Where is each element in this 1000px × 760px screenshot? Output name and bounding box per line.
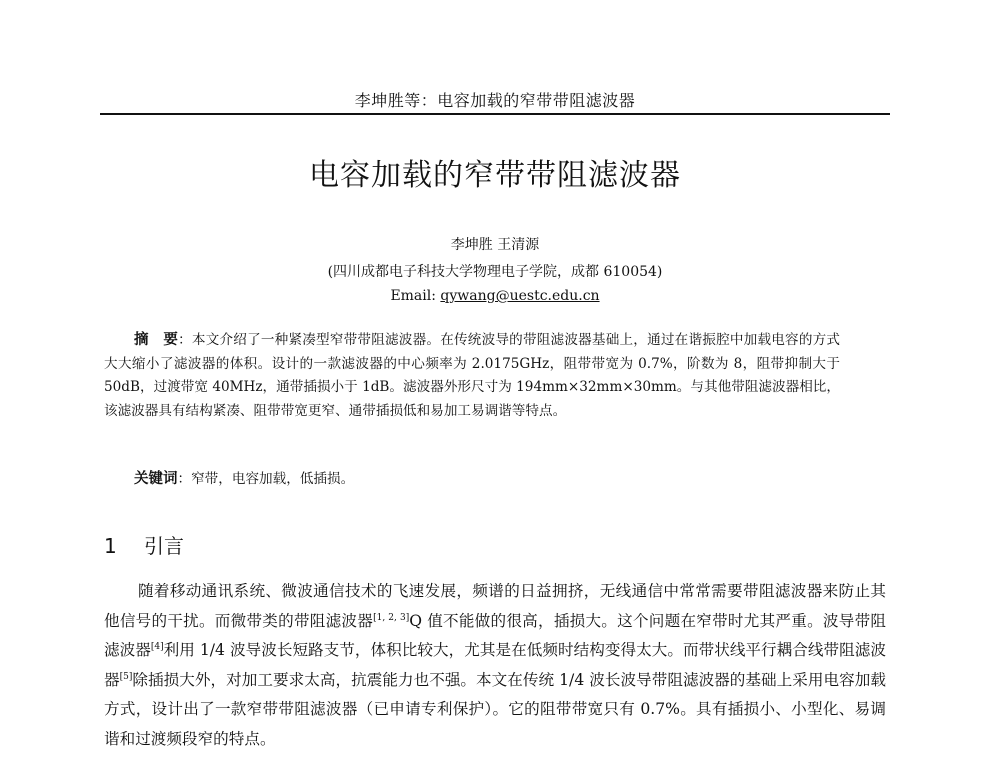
citation-ref[interactable]: [5] [119,671,133,682]
section-heading-introduction [104,530,184,559]
abstract [104,329,840,423]
author-email [100,288,890,304]
keywords [134,468,834,491]
citation-ref[interactable]: [4] [150,641,164,652]
running-head: 李坤胜等：电容加载的窄带带阻滤波器 [354,91,636,110]
paragraph-text: 除插损大外，对加工要求太高，抗震能力也不强。本文在传统 1/4 波长波导带阻滤波器的基础上采用电容加载方式，设计出了一款窄带带阻滤波器（已申请专利保护）。它的阻带带宽只有 0.7%。具有插损小、小型化、易调谐和过渡频段窄的特点。 [104,670,886,748]
keywords-text: ：窄带，电容加载，低插损。 [177,471,355,487]
paper-title: 电容加载的窄带带阻滤波器 [309,158,681,193]
abstract-label: 摘 要 [134,332,179,348]
author-affiliation: (四川成都电子科技大学物理电子学院，成都 610054) [327,264,663,280]
paragraph-text: 随着移动通讯系统、微波通信技术的飞速发展，频谱的日益拥挤，无线通信中常常需要带阻滤波器来防止其他信号的干扰。而微带类的带阻滤波器 [104,582,886,630]
keywords-label: 关键词 [134,471,178,487]
section-title: 引言 [144,534,184,558]
section-number: 1 [104,534,117,558]
email-label: Email: [390,288,436,304]
citation-ref[interactable]: [1, 2, 3] [373,612,410,623]
header-rule [100,113,890,115]
author-list: 李坤胜 王清源 [450,237,540,253]
abstract-text: ：本文介绍了一种紧凑型窄带带阻滤波器。在传统波导的带阻滤波器基础上，通过在谐振腔中加载电容的方式大大缩小了滤波器的体积。设计的一款滤波器的中心频率为 2.0175GHz，阻带带宽为 0.7%，阶数为 8，阻带抑制大于 50dB，过渡带宽 40MHz，通带插损小于 1dB。滤波器外形尺寸为 194mm×32mm×30mm。与其他带阻滤波器相比，该滤波器具有结构紧凑、阻带带宽更窄、通带插损低和易加工易调谐等特点。 [104,332,841,419]
paragraph-text: Q 值不能做的很高，插损大。这个问题在窄带时尤其严重。波导带阻滤波器 [104,611,886,659]
email-address[interactable]: qywang@uestc.edu.cn [440,288,600,304]
introduction-paragraph [104,577,886,754]
paragraph-text: 利用 1/4 波导波长短路支节，体积比较大，尤其是在低频时结构变得太大。而带状线平行耦合线带阻滤波器 [104,641,886,689]
